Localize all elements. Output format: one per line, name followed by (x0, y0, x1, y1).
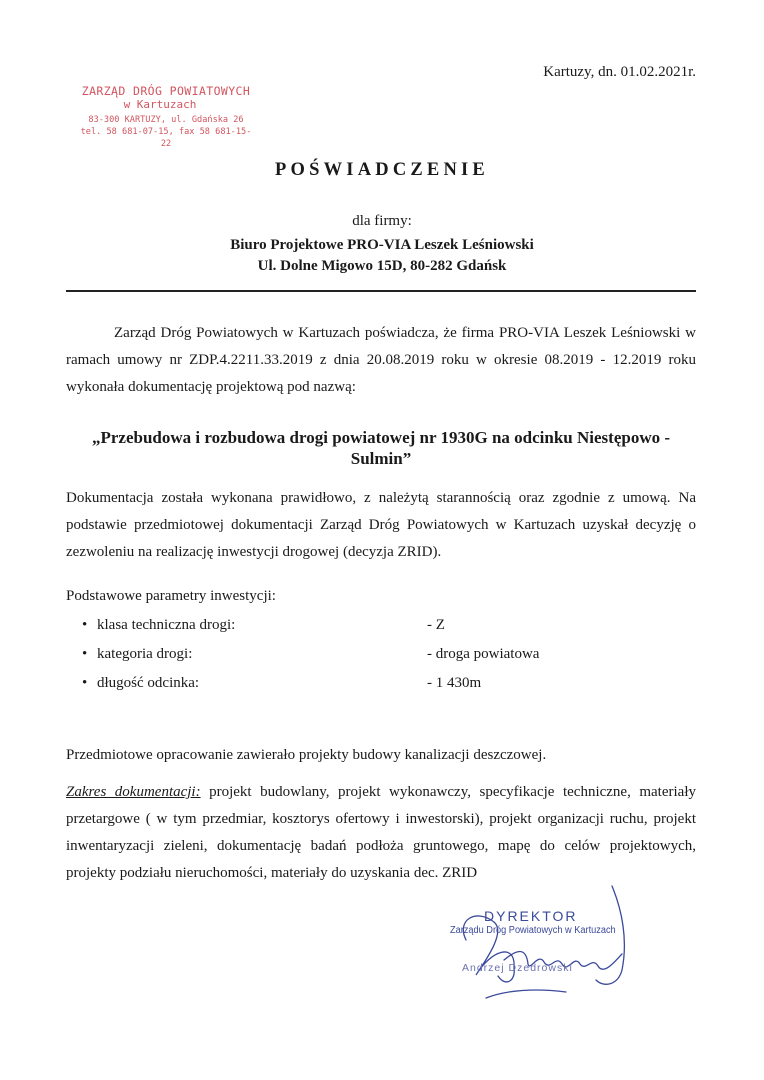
list-item (82, 614, 602, 643)
recipient-name: Biuro Projektowe PRO-VIA Leszek Leśniowski (230, 237, 534, 253)
signature-name: Andrzej Dzedrowski (462, 962, 573, 974)
scope-label: Zakres dokumentacji: (66, 784, 201, 800)
drainage-paragraph: Przedmiotowe opracowanie zawierało projekty budowy kanalizacji deszczowej. (66, 747, 547, 763)
header-divider (66, 290, 696, 292)
signature-title: DYREKTOR (484, 908, 578, 924)
bullet-icon: • (82, 646, 88, 662)
document-date: Kartuzy, dn. 01.02.2021r. (543, 64, 696, 80)
letterhead-stamp (76, 84, 256, 150)
document-title: POŚWIADCZENIE (275, 160, 489, 180)
quality-paragraph: Dokumentacja została wykonana prawidłowo, z należytą starannością oraz zgodnie z umową. Na podstawie przedmiotowej dokumentacji Zarząd Dróg Powiatowych w Kartuzach uzyskał decyzję o zezwoleniu na realizację inwestycji drogowej (decyzja ZRID). (66, 490, 696, 560)
param-label: długość odcinka: (97, 675, 200, 691)
signature-stroke (446, 880, 646, 1010)
param-label: klasa techniczna drogi: (97, 617, 236, 633)
param-value: - Z (427, 617, 445, 633)
param-value: - droga powiatowa (427, 646, 540, 662)
signature-subtitle: Zarządu Dróg Powiatowych w Kartuzach (450, 925, 616, 936)
stamp-line-2: w Kartuzach (123, 98, 197, 111)
scope-paragraph (66, 779, 696, 887)
param-value: - 1 430m (427, 675, 482, 691)
bullet-icon: • (82, 675, 88, 691)
stamp-line-1: ZARZĄD DRÓG POWIATOWYCH (81, 84, 251, 98)
list-item (82, 672, 602, 701)
recipient-label: dla firmy: (352, 213, 412, 229)
stamp-line-3: 83-300 KARTUZY, ul. Gdańska 26 (88, 115, 244, 125)
scope-text: projekt budowlany, projekt wykonawczy, specyfikacje techniczne, materiały przetargowe ( w tym przedmiar, kosztorys ofertowy i inwestorski), projekt organizacji ruchu, projekt inwentaryzacji zieleni, dokumentację badań podłoża gruntowego, mapę do celów projektowych, projekty podziału nieruchomości, materiały do uzyskania dec. ZRID (66, 784, 696, 881)
stamp-line-4: tel. 58 681-07-15, fax 58 681-15-22 (80, 127, 252, 149)
recipient-address: Ul. Dolne Migowo 15D, 80-282 Gdańsk (257, 258, 507, 274)
params-list (82, 614, 602, 701)
recipient-block (0, 235, 764, 277)
project-title: „Przebudowa i rozbudowa drogi powiatowej nr 1930G na odcinku Niestępowo - Sulmin” (91, 428, 671, 468)
list-item (82, 643, 602, 672)
param-label: kategoria drogi: (97, 646, 193, 662)
params-heading: Podstawowe parametry inwestycji: (66, 588, 276, 604)
signature-block (446, 880, 646, 1010)
bullet-icon: • (82, 617, 88, 633)
intro-paragraph: Zarząd Dróg Powiatowych w Kartuzach poświadcza, że firma PRO-VIA Leszek Leśniowski w ramach umowy nr ZDP.4.2211.33.2019 z dnia 20.08.2019 roku w okresie 08.2019 - 12.2019 roku wykonała dokumentację projektową pod nazwą: (66, 325, 696, 395)
